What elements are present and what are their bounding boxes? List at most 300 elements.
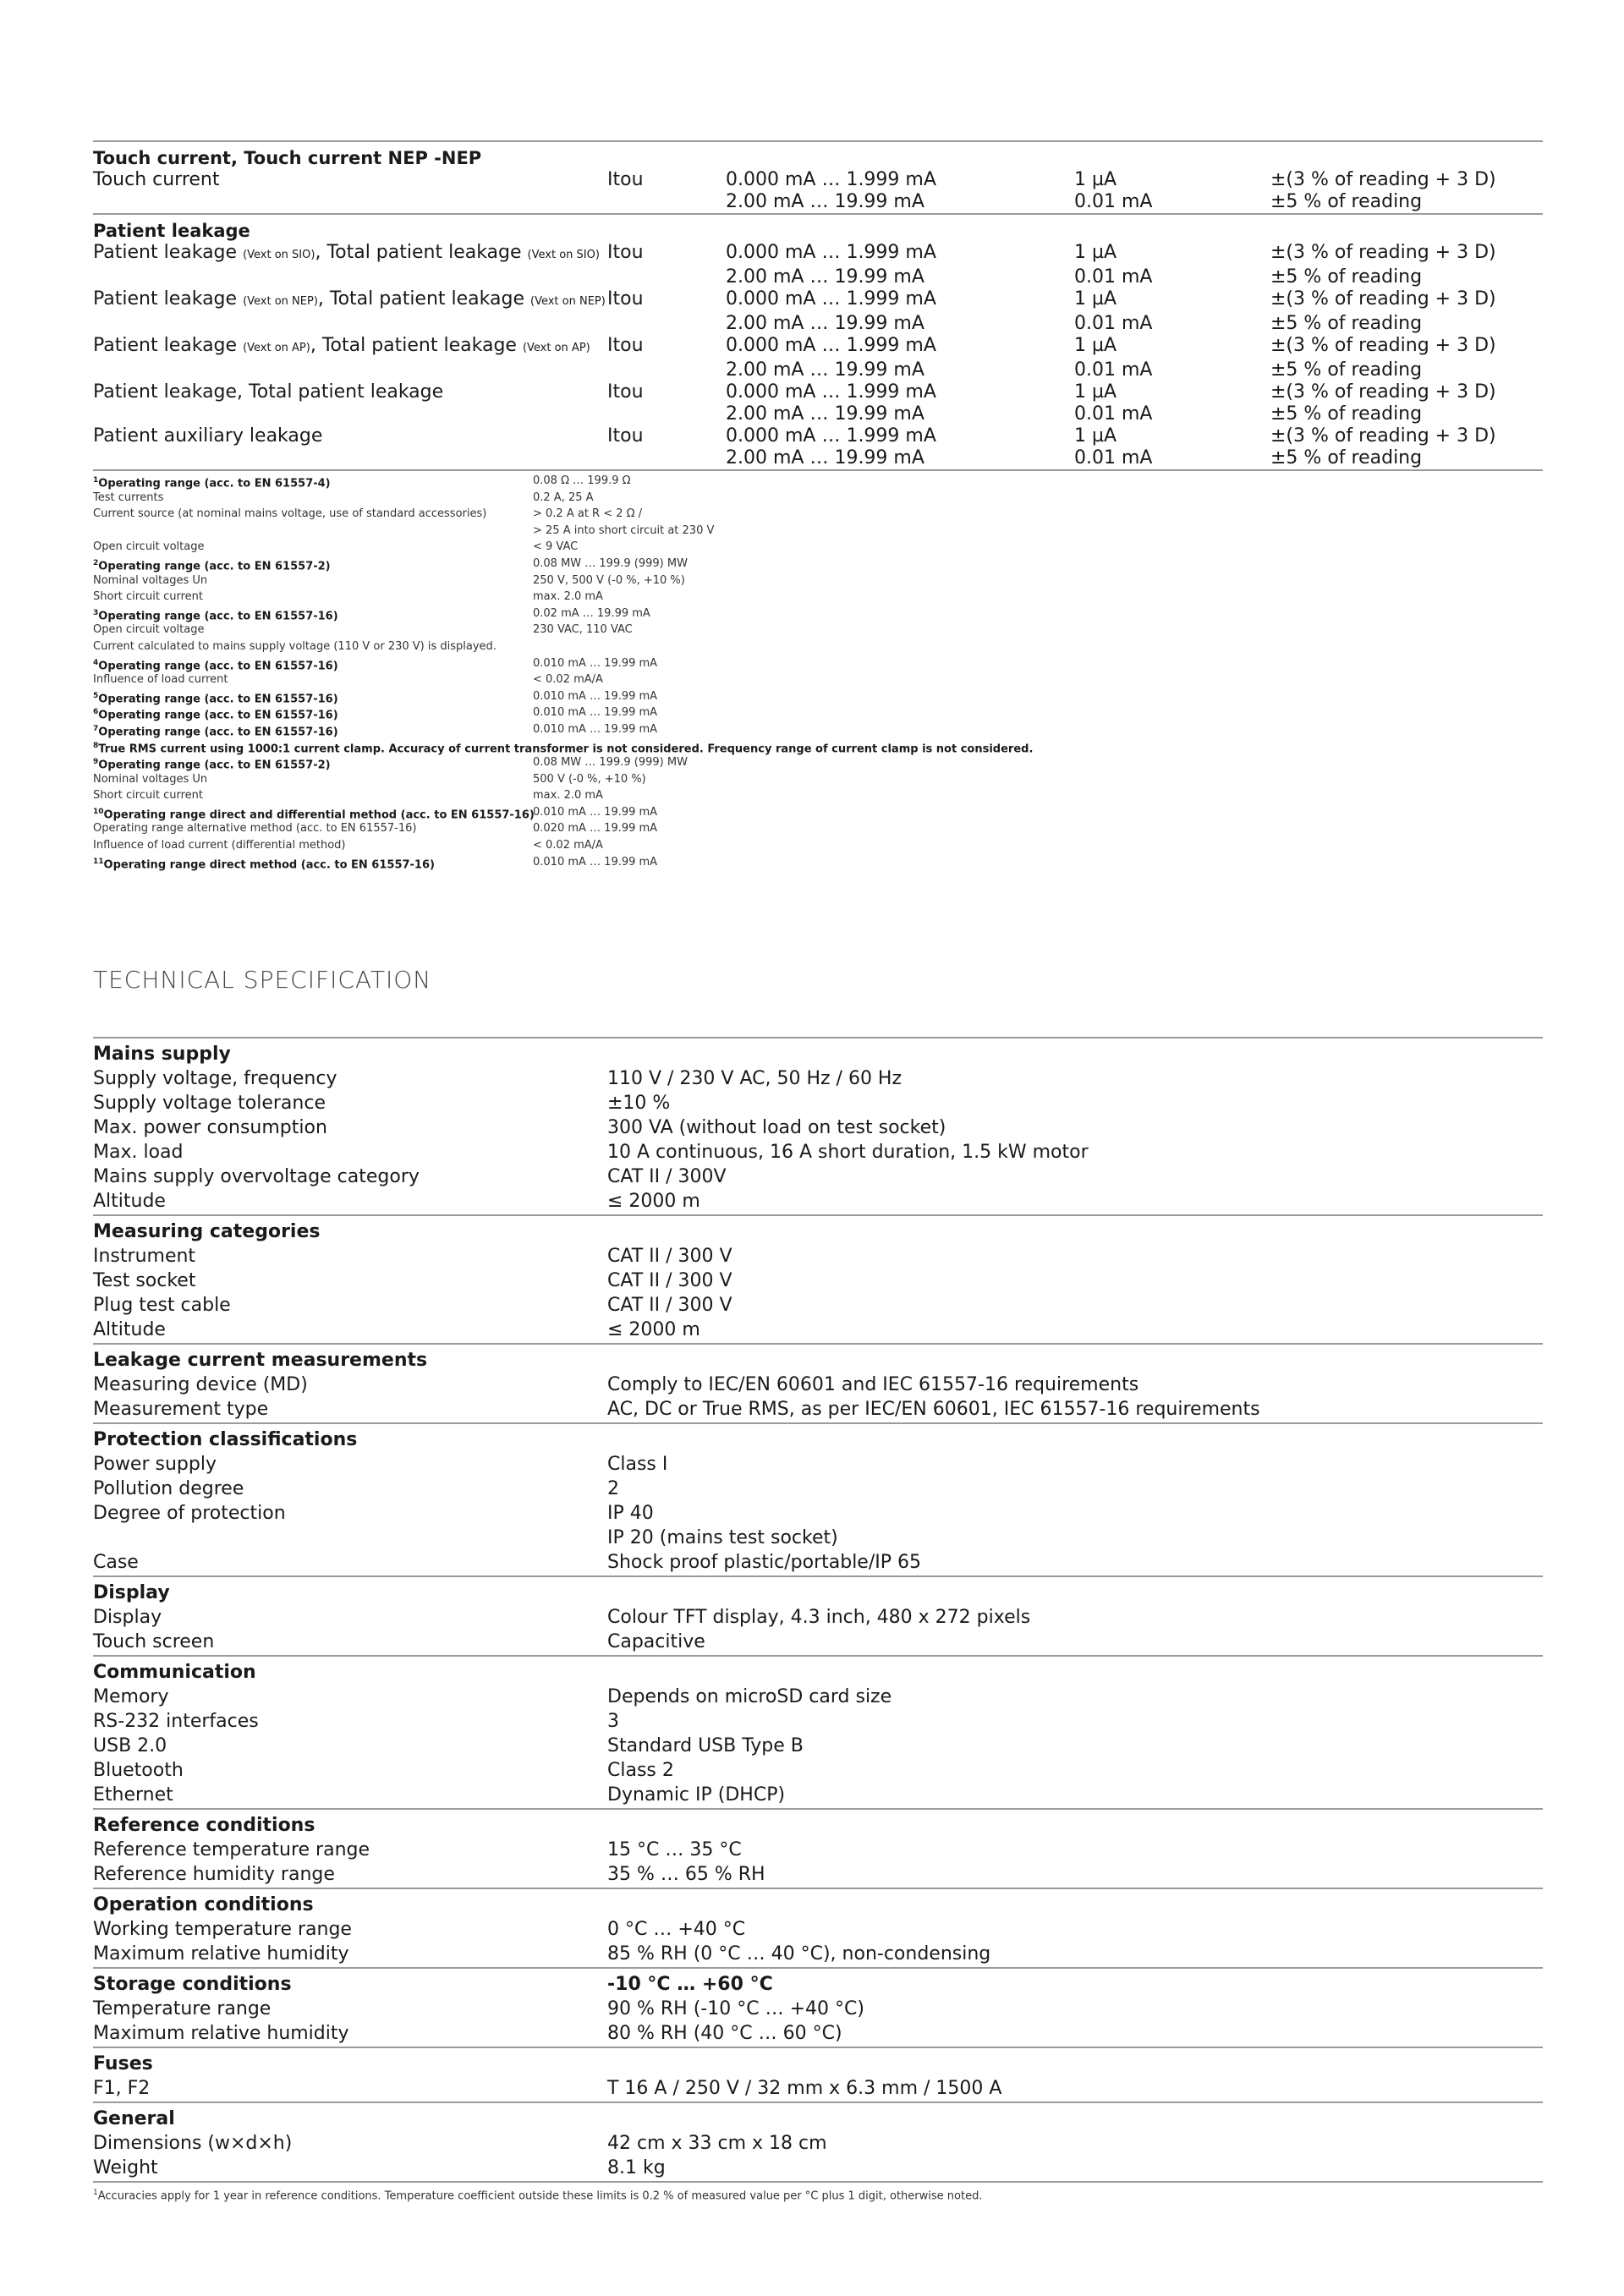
- footnote-value: 0.08 MW … 199.9 (999) MW: [533, 756, 688, 770]
- resolution: 0.01 mA: [1074, 191, 1153, 212]
- spec-label: Degree of protection: [93, 1503, 286, 1524]
- spec-label: Measurement type: [93, 1399, 269, 1420]
- footnote-marker: 1: [93, 476, 99, 485]
- footnote-label-text: Open circuit voltage: [93, 623, 205, 637]
- spec-label: Reference temperature range: [93, 1839, 370, 1860]
- accuracy: ±(3 % of reading + 3 D): [1270, 242, 1496, 263]
- spec-row: [93, 2156, 1543, 2180]
- footnote-row: [93, 854, 1543, 871]
- accuracy: ±(3 % of reading + 3 D): [1270, 425, 1496, 447]
- resolution: 0.01 mA: [1074, 403, 1153, 425]
- spec-section: [93, 2047, 1543, 2101]
- symbol: Itou: [607, 425, 644, 447]
- footnote-row: [93, 573, 1543, 589]
- spec-value: 10 A continuous, 16 A short duration, 1.5 kW motor: [607, 1142, 1089, 1163]
- section-heading: [93, 1042, 1543, 1066]
- footnote-value: 0.02 mA … 19.99 mA: [533, 606, 650, 620]
- spec-row: [93, 2021, 1543, 2046]
- footnote-row: [93, 837, 1543, 854]
- section-heading-label: General: [93, 2108, 175, 2129]
- footnote-label-text: Operating range (acc. to EN 61557-16): [98, 659, 338, 672]
- spec-value: 0 °C … +40 °C: [607, 1919, 746, 1940]
- footnote-label-text: Operating range (acc. to EN 61557-16): [98, 693, 338, 706]
- footnote-text: Accuracies apply for 1 year in reference conditions. Temperature coefficient outside these limits is 0.2 % of measured value per °C plus 1 digit, otherwise noted.: [97, 2189, 983, 2203]
- table-row: [93, 169, 1543, 191]
- footnote-row: [93, 820, 1543, 837]
- spec-label: Touch screen: [93, 1631, 215, 1652]
- footnote-marker: 1: [93, 2189, 98, 2197]
- footnote-value: [533, 738, 1543, 755]
- resolution: 0.01 mA: [1074, 313, 1153, 334]
- parameter-name: [93, 288, 607, 313]
- symbol: [607, 447, 726, 469]
- footnote-label-text: Influence of load current: [93, 673, 228, 687]
- footnote-marker: 7: [93, 724, 99, 733]
- footnote-value: 0.2 A, 25 A: [533, 490, 594, 504]
- footnote-label: [93, 606, 533, 622]
- spec-value: ≤ 2000 m: [607, 1191, 700, 1212]
- spec-value: 110 V / 230 V AC, 50 Hz / 60 Hz: [607, 1068, 903, 1089]
- spec-row: [93, 1605, 1543, 1630]
- section-heading-label: Reference conditions: [93, 1815, 315, 1836]
- spec-row: [93, 1526, 1543, 1550]
- spec-row: [93, 2131, 1543, 2156]
- symbol: Itou: [607, 381, 644, 403]
- accuracy: ±(3 % of reading + 3 D): [1270, 335, 1496, 356]
- section-title: TECHNICAL SPECIFICATION: [93, 966, 432, 994]
- accuracy: ±5 % of reading: [1270, 403, 1423, 425]
- footnote-marker: 9: [93, 758, 99, 767]
- spec-value: 42 cm x 33 cm x 18 cm: [607, 2133, 827, 2154]
- footnote-value: 500 V (-0 %, +10 %): [533, 772, 646, 786]
- footnote-value: > 0.2 A at R < 2 Ω /: [533, 507, 643, 521]
- footnote-row: [93, 638, 1543, 655]
- spec-label: Altitude: [93, 1319, 166, 1340]
- spec-row: [93, 1709, 1543, 1734]
- table-row: [93, 288, 1543, 313]
- footnote-row: [93, 704, 1543, 721]
- footnote-label: [93, 622, 533, 638]
- parameter-condition: (Vext on NEP): [243, 295, 318, 308]
- symbol: Itou: [607, 288, 644, 310]
- spec-row: [93, 1783, 1543, 1807]
- spec-section: [93, 1967, 1543, 2047]
- footnote-label: [93, 539, 533, 556]
- accuracy: ±5 % of reading: [1270, 266, 1423, 288]
- spec-label: Plug test cable: [93, 1295, 231, 1316]
- parameter-label: Patient auxiliary leakage: [93, 425, 323, 447]
- spec-row: [93, 1140, 1543, 1164]
- spec-row: [93, 1550, 1543, 1575]
- footnote-value: 0.010 mA … 19.99 mA: [533, 656, 658, 670]
- parameter-name: [93, 266, 607, 288]
- spec-row: [93, 1734, 1543, 1758]
- footnote-row: [93, 506, 1543, 523]
- spec-value: ≤ 2000 m: [607, 1319, 700, 1340]
- footnote-label-text: Current calculated to mains supply voltage (110 V or 230 V) is displayed.: [93, 639, 497, 653]
- spec-section: [93, 1808, 1543, 1888]
- table-row: [93, 313, 1543, 335]
- spec-label: Instrument: [93, 1246, 196, 1267]
- footnote-row: [93, 655, 1543, 672]
- parameter-name: [93, 359, 607, 381]
- parameter-name: [93, 425, 607, 447]
- footnote-label-text: Nominal voltages Un: [93, 772, 208, 786]
- range: 2.00 mA … 19.99 mA: [726, 266, 924, 288]
- range: 0.000 mA … 1.999 mA: [726, 242, 936, 263]
- section-heading-label: Storage conditions: [93, 1974, 292, 1995]
- spec-value: 35 % … 65 % RH: [607, 1864, 765, 1885]
- spec-label: Bluetooth: [93, 1760, 184, 1781]
- footnote-label: [93, 589, 533, 606]
- range: 2.00 mA … 19.99 mA: [726, 191, 924, 212]
- table-row: [93, 447, 1543, 469]
- section-heading: [93, 1427, 1543, 1452]
- accuracy: ±5 % of reading: [1270, 313, 1423, 334]
- parameter-label: Patient leakage: [93, 242, 244, 263]
- footnote-marker: 2: [93, 558, 99, 567]
- footnote-label: [93, 771, 533, 788]
- footnote-label: [93, 655, 533, 672]
- spec-value: CAT II / 300V: [607, 1166, 727, 1187]
- footnote-label-text: Operating range direct and differential method (acc. to EN 61557-16): [103, 808, 535, 822]
- range: 2.00 mA … 19.99 mA: [726, 359, 924, 381]
- footnote-row: [93, 754, 1543, 771]
- footnote-row: [93, 523, 1543, 540]
- accuracy: ±5 % of reading: [1270, 359, 1423, 381]
- spec-value: 80 % RH (40 °C … 60 °C): [607, 2023, 842, 2044]
- accuracy: ±5 % of reading: [1270, 447, 1423, 469]
- footnote-value: < 9 VAC: [533, 540, 579, 554]
- spec-label: RS-232 interfaces: [93, 1711, 259, 1732]
- footnote-value: [533, 638, 1543, 655]
- section-heading: [93, 2107, 1543, 2131]
- parameter-label: , Total patient leakage: [310, 335, 523, 356]
- spec-value: Class I: [607, 1454, 668, 1475]
- spec-label: Ethernet: [93, 1784, 173, 1806]
- spec-row: [93, 1397, 1543, 1422]
- spec-value: Comply to IEC/EN 60601 and IEC 61557-16 requirements: [607, 1374, 1139, 1395]
- spec-label: Temperature range: [93, 1998, 272, 2019]
- footnote-value: 0.08 Ω … 199.9 Ω: [533, 474, 631, 487]
- spec-row: [93, 1917, 1543, 1942]
- parameter-condition: (Vext on NEP): [530, 295, 606, 308]
- footnote-row: [93, 738, 1543, 755]
- spec-row: [93, 1685, 1543, 1709]
- table-row: [93, 242, 1543, 266]
- footnote-row: [93, 804, 1543, 821]
- footnote-label: [93, 837, 533, 854]
- symbol: Itou: [607, 335, 644, 356]
- table-row: [93, 359, 1543, 381]
- footnote-label: [93, 787, 533, 804]
- footnote-marker: 10: [93, 807, 104, 816]
- footnote-label-text: Short circuit current: [93, 789, 203, 803]
- footnote-label: [93, 820, 533, 837]
- footnote-label-text: Operating range (acc. to EN 61557-4): [98, 477, 331, 490]
- resolution: 0.01 mA: [1074, 266, 1153, 288]
- divider: [93, 469, 1543, 471]
- footnote-label: [93, 473, 533, 490]
- symbol: [607, 313, 726, 335]
- footnote-label: [93, 573, 533, 589]
- range: 0.000 mA … 1.999 mA: [726, 381, 936, 403]
- footnote-row: [93, 473, 1543, 490]
- section-heading: [93, 1813, 1543, 1838]
- footnote-label: [93, 854, 533, 871]
- footnote-label-text: Open circuit voltage: [93, 540, 205, 554]
- spec-label: Supply voltage tolerance: [93, 1093, 326, 1114]
- spec-label: Pollution degree: [93, 1478, 244, 1499]
- range: 2.00 mA … 19.99 mA: [726, 313, 924, 334]
- footnote-value: 0.010 mA … 19.99 mA: [533, 805, 658, 819]
- footnote-value: > 25 A into short circuit at 230 V: [533, 523, 715, 537]
- footnote-row: [93, 606, 1543, 622]
- spec-label: Maximum relative humidity: [93, 1943, 349, 1964]
- range: 0.000 mA … 1.999 mA: [726, 169, 936, 190]
- parameter-name: [93, 447, 607, 469]
- parameter-condition: (Vext on SIO): [243, 249, 315, 261]
- footnote-label-text: Operating range direct method (acc. to EN 61557-16): [103, 858, 435, 871]
- section-heading: [93, 1348, 1543, 1373]
- spec-section: [93, 1655, 1543, 1808]
- spec-label: Display: [93, 1607, 162, 1628]
- spec-row: [93, 1997, 1543, 2021]
- footnote-value: < 0.02 mA/A: [533, 839, 603, 852]
- parameter-label: Patient leakage: [93, 335, 244, 356]
- spec-value: T 16 A / 250 V / 32 mm x 6.3 mm / 1500 A: [607, 2078, 1002, 2099]
- spec-row: [93, 1758, 1543, 1783]
- footnote-row: [93, 490, 1543, 507]
- parameter-name: [93, 191, 607, 213]
- spec-row: [93, 1838, 1543, 1862]
- range: 2.00 mA … 19.99 mA: [726, 447, 924, 469]
- spec-label: Reference humidity range: [93, 1864, 335, 1885]
- resolution: 1 µA: [1074, 169, 1117, 190]
- footnote-marker: 6: [93, 708, 99, 717]
- footnote-label-text: Short circuit current: [93, 590, 203, 604]
- range: 0.000 mA … 1.999 mA: [726, 335, 936, 356]
- section-heading-label: Display: [93, 1582, 170, 1603]
- parameter-label: Patient leakage: [93, 288, 244, 310]
- spec-section: [93, 2101, 1543, 2181]
- footnote-value: max. 2.0 mA: [533, 590, 603, 604]
- footnote-value: max. 2.0 mA: [533, 789, 603, 803]
- footnote-row: [93, 556, 1543, 573]
- table-row: [93, 266, 1543, 288]
- resolution: 1 µA: [1074, 425, 1117, 447]
- parameter-name: [93, 313, 607, 335]
- footnote-label: [93, 738, 1034, 755]
- spec-label: Max. load: [93, 1142, 184, 1163]
- spec-row: [93, 1066, 1543, 1091]
- parameter-name: [93, 169, 607, 191]
- parameter-label: Patient leakage, Total patient leakage: [93, 381, 444, 403]
- spec-section: [93, 1343, 1543, 1422]
- footnote-row: [93, 622, 1543, 638]
- spec-value: Class 2: [607, 1760, 674, 1781]
- footnote-value: 0.010 mA … 19.99 mA: [533, 689, 658, 703]
- spec-label: Power supply: [93, 1454, 217, 1475]
- footnote-marker: 3: [93, 608, 99, 617]
- spec-value: Capacitive: [607, 1631, 705, 1652]
- spec-label: Memory: [93, 1686, 169, 1707]
- spec-value: -10 °C … +60 °C: [607, 1974, 773, 1995]
- spec-value: Colour TFT display, 4.3 inch, 480 x 272 pixels: [607, 1607, 1031, 1628]
- spec-value: AC, DC or True RMS, as per IEC/EN 60601, IEC 61557-16 requirements: [607, 1399, 1260, 1420]
- footnote-row: [93, 771, 1543, 788]
- accuracy: ±(3 % of reading + 3 D): [1270, 288, 1496, 310]
- technical-specification-table: [93, 1037, 1543, 2183]
- table-row: [93, 335, 1543, 359]
- footnote-label: [93, 704, 533, 721]
- spec-label: Mains supply overvoltage category: [93, 1166, 420, 1187]
- spec-row: [93, 1244, 1543, 1269]
- resolution: 1 µA: [1074, 242, 1117, 263]
- spec-value: ±10 %: [607, 1093, 671, 1114]
- footnote-label-text: Influence of load current (differential method): [93, 839, 346, 852]
- spec-label: Weight: [93, 2157, 158, 2178]
- spec-row: [93, 1293, 1543, 1318]
- spec-section: [93, 1214, 1543, 1343]
- spec-value: 2: [607, 1478, 619, 1499]
- table-row: [93, 425, 1543, 447]
- table-row: [93, 191, 1543, 213]
- footnote-row: [93, 539, 1543, 556]
- footnote-label-text: Operating range (acc. to EN 61557-16): [98, 726, 338, 739]
- spec-row: [93, 1501, 1543, 1526]
- parameter-name: [93, 381, 607, 403]
- range: 0.000 mA … 1.999 mA: [726, 288, 936, 310]
- parameter-condition: (Vext on SIO): [527, 249, 600, 261]
- spec-value: 3: [607, 1711, 619, 1732]
- spec-value: Shock proof plastic/portable/IP 65: [607, 1552, 921, 1573]
- section-heading: [93, 1972, 1543, 1997]
- footnote-row: [93, 787, 1543, 804]
- footnote-value: < 0.02 mA/A: [533, 673, 603, 687]
- section-heading-label: Mains supply: [93, 1044, 231, 1065]
- spec-value: Dynamic IP (DHCP): [607, 1784, 786, 1806]
- accuracy: ±5 % of reading: [1270, 191, 1423, 212]
- section-heading: [93, 2052, 1543, 2076]
- footnote-label-text: True RMS current using 1000:1 current clamp. Accuracy of current transformer is not considered. Frequency range of current clamp is not considered.: [98, 742, 1034, 755]
- footnote-label: [93, 688, 533, 705]
- range: 0.000 mA … 1.999 mA: [726, 425, 936, 447]
- spec-value: 90 % RH (-10 °C … +40 °C): [607, 1998, 864, 2019]
- section-heading-label: Leakage current measurements: [93, 1350, 428, 1371]
- spec-row: [93, 1269, 1543, 1293]
- divider: [93, 2181, 1543, 2183]
- footnote-marker: 5: [93, 691, 99, 700]
- resolution: 0.01 mA: [1074, 359, 1153, 381]
- footnote-label: [93, 804, 533, 821]
- section-heading-label: Fuses: [93, 2053, 153, 2074]
- spec-value: IP 40: [607, 1503, 654, 1524]
- spec-label: Maximum relative humidity: [93, 2023, 349, 2044]
- spec-value: 8.1 kg: [607, 2157, 666, 2178]
- accuracy-footnote: [93, 2189, 982, 2202]
- symbol: [607, 403, 726, 425]
- spec-value: 300 VA (without load on test socket): [607, 1117, 946, 1138]
- symbol: Itou: [607, 169, 644, 190]
- parameter-name: [93, 403, 607, 425]
- spec-value: CAT II / 300 V: [607, 1246, 732, 1267]
- footnote-label-text: Operating range (acc. to EN 61557-16): [98, 709, 338, 722]
- table-row: [93, 381, 1543, 403]
- spec-value: CAT II / 300 V: [607, 1270, 732, 1291]
- section-heading: Touch current, Touch current NEP -NEP: [93, 148, 482, 168]
- spec-section: [93, 1037, 1543, 1214]
- spec-row: [93, 2076, 1543, 2101]
- table-row: [93, 403, 1543, 425]
- footnote-row: [93, 721, 1543, 738]
- footnote-label: [93, 556, 533, 573]
- symbol: [607, 266, 726, 288]
- symbol: Itou: [607, 242, 644, 263]
- spec-row: [93, 1630, 1543, 1654]
- spec-value: Standard USB Type B: [607, 1735, 804, 1756]
- section-heading: [93, 1893, 1543, 1917]
- section-heading-label: Measuring categories: [93, 1221, 321, 1242]
- spec-value: CAT II / 300 V: [607, 1295, 732, 1316]
- footnote-value: 0.010 mA … 19.99 mA: [533, 722, 658, 736]
- measurement-section: [93, 140, 1543, 213]
- spec-label: Max. power consumption: [93, 1117, 327, 1138]
- footnote-label-text: Current source (at nominal mains voltage, use of standard accessories): [93, 507, 487, 521]
- footnote-marker: 8: [93, 741, 99, 750]
- spec-row: [93, 1164, 1543, 1189]
- spec-label: Working temperature range: [93, 1919, 352, 1940]
- footnote-value: 0.010 mA … 19.99 mA: [533, 706, 658, 720]
- parameter-label: , Total patient leakage: [317, 288, 530, 310]
- spec-value: 15 °C … 35 °C: [607, 1839, 742, 1860]
- section-heading: [93, 1219, 1543, 1244]
- spec-row: [93, 1942, 1543, 1966]
- footnote-value: 230 VAC, 110 VAC: [533, 623, 633, 637]
- section-heading: [93, 1660, 1543, 1685]
- spec-label: Case: [93, 1552, 139, 1573]
- spec-section: [93, 1888, 1543, 1967]
- parameter-label: , Total patient leakage: [315, 242, 528, 263]
- footnote-row: [93, 589, 1543, 606]
- section-heading: Patient leakage: [93, 221, 250, 241]
- footnote-label: [93, 506, 533, 523]
- footnote-marker: 4: [93, 658, 99, 667]
- footnote-label-text: Operating range (acc. to EN 61557-16): [98, 610, 338, 623]
- section-heading: [93, 1581, 1543, 1605]
- spec-row: [93, 1189, 1543, 1214]
- resolution: 0.01 mA: [1074, 447, 1153, 469]
- measurement-section: [93, 213, 1543, 469]
- parameter-condition: (Vext on AP): [522, 342, 590, 354]
- footnote-label: [93, 754, 533, 771]
- section-heading-label: Communication: [93, 1662, 256, 1683]
- footnote-label-text: Test currents: [93, 490, 164, 504]
- spec-label: [93, 1526, 607, 1550]
- parameter-label: Touch current: [93, 169, 220, 190]
- footnote-label-text: Operating range alternative method (acc. to EN 61557-16): [93, 822, 417, 836]
- footnote-label: [93, 490, 533, 507]
- resolution: 1 µA: [1074, 381, 1117, 403]
- spec-label: Dimensions (w×d×h): [93, 2133, 293, 2154]
- spec-row: [93, 1452, 1543, 1477]
- footnote-value: 0.020 mA … 19.99 mA: [533, 822, 658, 836]
- footnote-label-text: Operating range (acc. to EN 61557-2): [98, 759, 331, 772]
- accuracy: ±(3 % of reading + 3 D): [1270, 381, 1496, 403]
- spec-value: 85 % RH (0 °C … 40 °C), non-condensing: [607, 1943, 991, 1964]
- spec-row: [93, 1862, 1543, 1887]
- footnote-row: [93, 671, 1543, 688]
